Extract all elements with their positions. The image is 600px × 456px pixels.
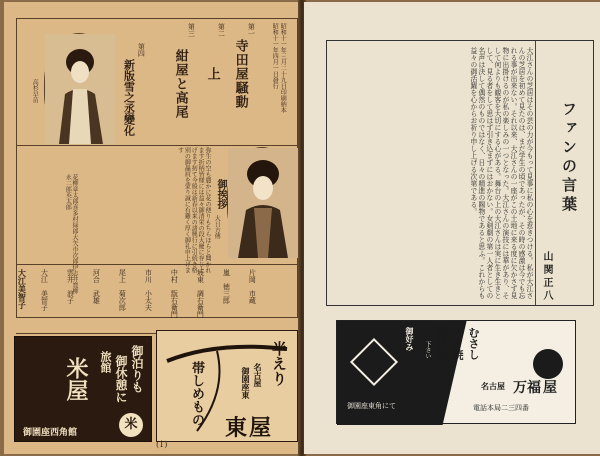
greeting-title: 御挨拶 <box>215 179 226 209</box>
yoneya-logo-icon <box>119 413 143 437</box>
item2-title: 上 <box>204 67 220 81</box>
portrait-actress-1 <box>44 33 114 143</box>
item3-label: 第三 <box>187 23 196 37</box>
portrait2-caption: 大日方傳 <box>213 215 221 239</box>
ad-yoneya <box>14 336 152 442</box>
divider <box>17 145 299 146</box>
yoneya-logo-text: 米 <box>124 417 138 432</box>
cast-name: 河合 武雄 <box>92 269 101 304</box>
cast-name: 雲井 浪子 <box>66 269 75 304</box>
item1-title: 寺田屋騒動 <box>232 39 248 109</box>
page-number: (1) <box>156 440 168 449</box>
ad-right-shop-small: 名古屋 <box>253 363 263 387</box>
item4-label: 第四 <box>137 43 146 57</box>
item1-label: 第一 <box>247 23 256 37</box>
portrait1-caption: 高杉早苗 <box>31 79 39 103</box>
item2-label: 第二 <box>217 23 226 37</box>
ad-top-line: 御好み <box>405 327 415 351</box>
ad-right-line1: 帯しめもの <box>189 361 204 426</box>
portrait-2-image <box>228 148 298 258</box>
ad-line-a: むさし <box>467 327 480 360</box>
cast-name: 嵐 徳三郎 <box>222 269 231 304</box>
ad-azumaya <box>156 330 298 442</box>
cast-name: 市川 小太夫 <box>144 269 153 311</box>
cast-name: 大江美智子 <box>17 269 28 309</box>
ad-phone: 電話本局二三四番 <box>473 404 529 412</box>
header-small-2: 昭和十一年四月一日發行 <box>271 23 279 89</box>
ad-right-shop-big: 東屋 <box>225 415 274 441</box>
flower-crest-icon <box>533 349 563 379</box>
essay-frame <box>326 40 594 306</box>
cast-name: 片岡 市蔵 <box>248 269 257 304</box>
item3-title: 紺屋と高尾 <box>172 49 188 119</box>
portrait-actor-2 <box>227 147 297 257</box>
ad-shop-label: 名古屋 <box>481 381 505 391</box>
right-page <box>304 2 600 454</box>
ad-shop-name: 万福 <box>513 380 541 396</box>
essay-author: 山関正八 <box>541 251 552 303</box>
essay-title: ファンの言葉 <box>560 101 578 215</box>
item4-title: 新版雪之丞變化 <box>122 59 136 136</box>
ad-shop-big: 屋 <box>543 380 557 396</box>
ad-left-footer: 御園座西角館 <box>23 428 78 438</box>
essay-body: 大江さんの芝居はその芸の力が今もって見事に私の心を惹きつける。私が大江さんの芝居を初めて見たのは、まだ学生の頃であったが、その時の感激は今でも忘れる事が出来ない。それ以来、大江さんの一座がこの土地に来る度に欠かさず見物に出掛けるのが私の楽しみの一つとなった。大江さんの演技には華があり、そして何よりも観客を大切にする心がある。舞台の上の大江さんは実に生き生きとして、見る者をして思はず引き込まずにはおかない。女剣劇の第一人者としての名声は決して偶然のものではなく、日々の精進の賜物であると思ふ。これからも益々の御活躍を心からお祈り申し上げる次第である。 <box>468 47 533 299</box>
ad-left-line1: 旅館 <box>99 351 112 373</box>
ad-left-line3: 御泊りも <box>130 345 144 393</box>
header-small: 昭和十一年三月二十九日印刷納本 <box>279 23 287 113</box>
ad-left-line4: 御休憩に <box>114 355 128 403</box>
ad-line-c: 御料理 <box>435 327 448 360</box>
cast-table <box>16 264 298 334</box>
ad-left-line2: 米屋 <box>63 357 89 401</box>
ad-manpukuya <box>336 320 576 424</box>
ad-right-line2: 半えり <box>270 341 288 386</box>
cast-name: 中村 翫右衛門 <box>170 269 179 318</box>
cast-name: 坂東 調右衛門 <box>196 269 205 318</box>
essay-divider <box>535 41 536 305</box>
cast-name: 尾上 菊次郎 <box>118 269 127 311</box>
ad-right-shop-name: 御園座東 <box>241 367 251 399</box>
cast-block: 花柳章太郎喜多村緑郎大矢市次郎伊志井寛柳永二郎英太郎 <box>64 174 78 294</box>
portrait-1-image <box>45 34 115 144</box>
ad-address: 御園座東角にて <box>347 402 396 410</box>
greeting-text: 弥生の空も麗かに花の便りもちらほらと聞かれます折柄皆様には益々御清栄の段大慶に存じ上げます扨て今般は新春以来の諸興行に引続き格別の御贔屓を蒙り誠に有難く厚く御礼申上げます <box>176 147 211 273</box>
ad-note: 下さい <box>424 341 431 359</box>
cast-name: 大江 美智子 <box>40 269 49 311</box>
left-page <box>4 2 300 454</box>
ad-line-b: バタ焼 <box>451 327 464 360</box>
